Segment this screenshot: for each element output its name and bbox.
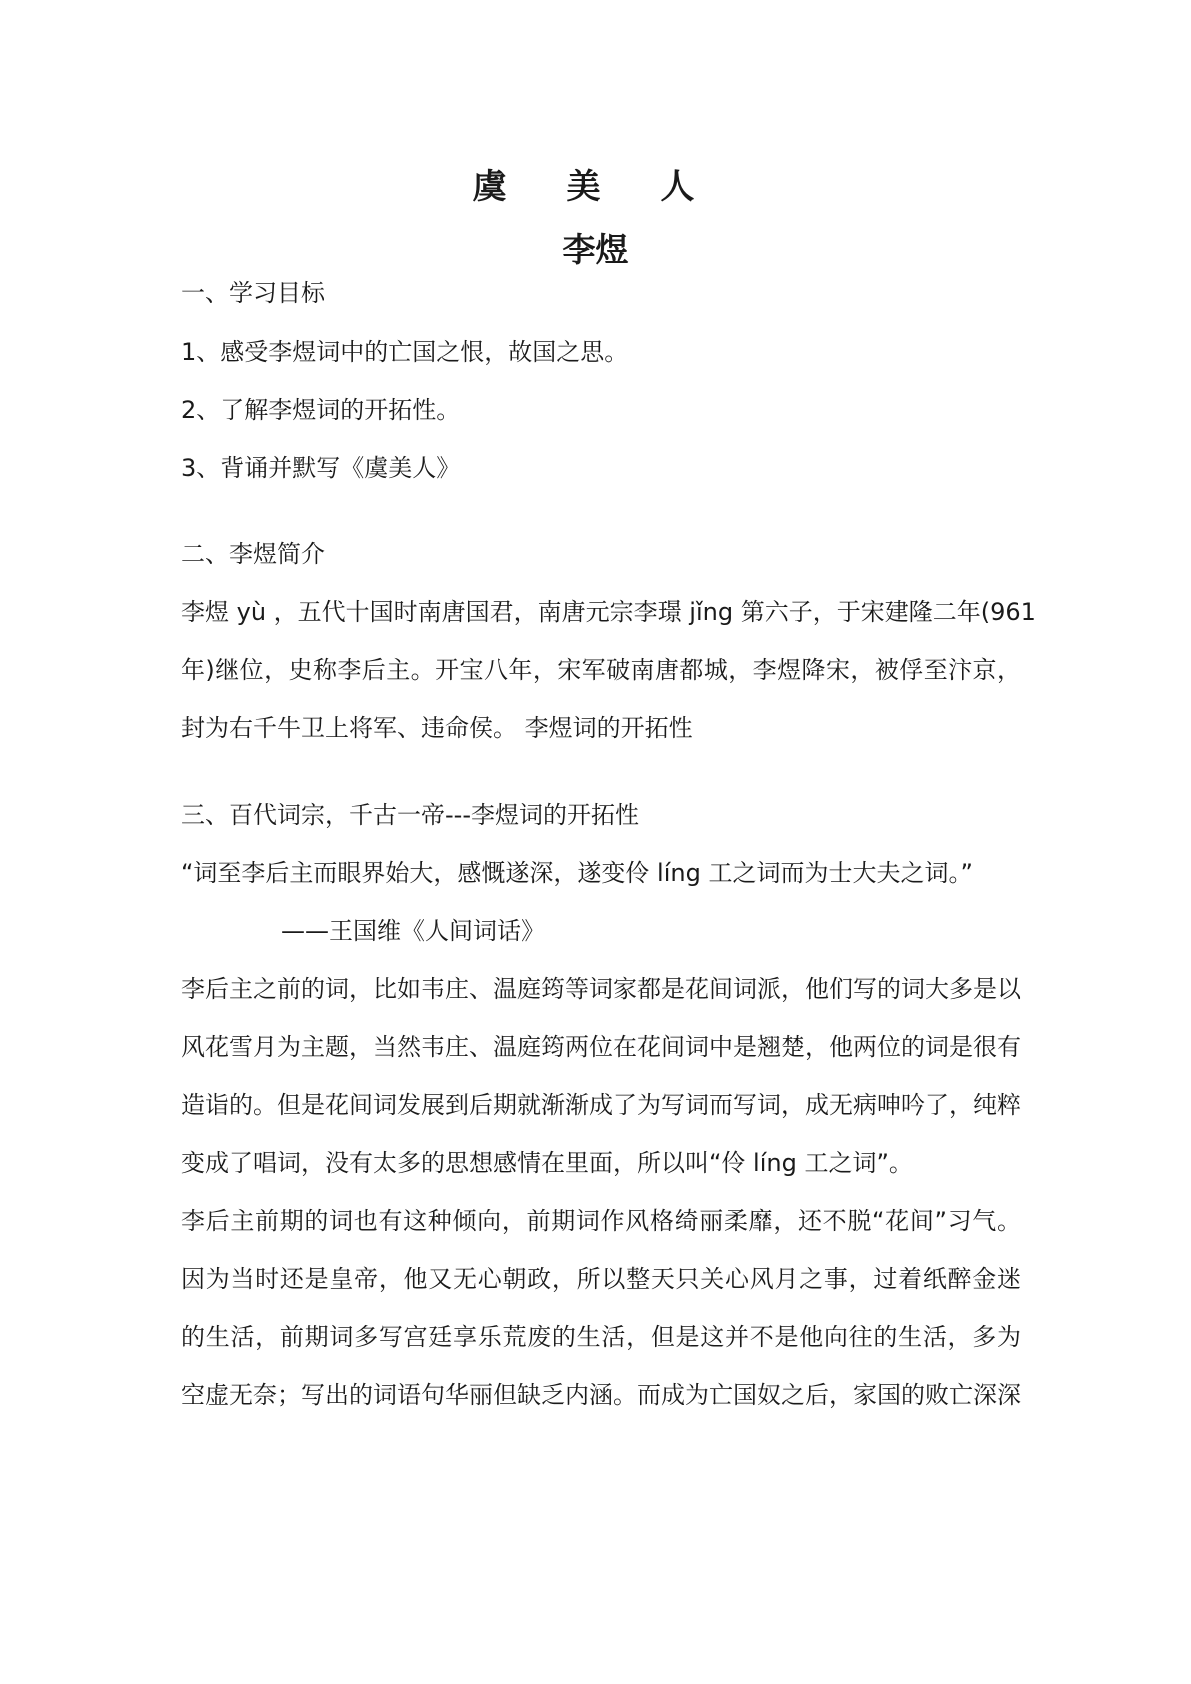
- para2-line-3: 的生活，前期词多写宫廷享乐荒废的生活，但是这并不是他向往的生活，多为: [181, 1323, 1021, 1351]
- objective-item-1: 1、感受李煜词中的亡国之恨，故国之思。: [181, 338, 629, 366]
- quote-source: ——王国维《人间词话》: [281, 917, 545, 945]
- para1-line-1: 李后主之前的词，比如韦庄、温庭筠等词家都是花间词派，他们写的词大多是以: [181, 975, 1021, 1003]
- bio-line-2: 年)继位，史称李后主。开宝八年，宋军破南唐都城，李煜降宋，被俘至汴京，: [181, 656, 1021, 684]
- para2-line-1: 李后主前期的词也有这种倾向，前期词作风格绮丽柔靡，还不脱“花间”习气。: [181, 1207, 1021, 1235]
- para1-line-3: 造诣的。但是花间词发展到后期就渐渐成了为写词而写词，成无病呻吟了，纯粹: [181, 1091, 1021, 1119]
- para2-line-4: 空虚无奈；写出的词语句华丽但缺乏内涵。而成为亡国奴之后，家国的败亡深深: [181, 1381, 1021, 1409]
- objective-item-2: 2、了解李煜词的开拓性。: [181, 396, 461, 424]
- section3-heading: 三、百代词宗，千古一帝---李煜词的开拓性: [181, 801, 639, 829]
- para2-line-2: 因为当时还是皇帝，他又无心朝政，所以整天只关心风月之事，过着纸醉金迷: [181, 1265, 1021, 1293]
- section1-heading: 一、学习目标: [181, 279, 325, 307]
- objective-item-3: 3、背诵并默写《虞美人》: [181, 454, 461, 482]
- bio-line-3: 封为右千牛卫上将军、违命侯。 李煜词的开拓性: [181, 714, 693, 742]
- poem-author: 李煜: [562, 230, 629, 269]
- quote-text: “词至李后主而眼界始大，感慨遂深，遂变伶 líng 工之词而为士大夫之词。”: [181, 859, 973, 887]
- para1-line-2: 风花雪月为主题，当然韦庄、温庭筠两位在花间词中是翘楚，他两位的词是很有: [181, 1033, 1021, 1061]
- para1-line-4: 变成了唱词，没有太多的思想感情在里面，所以叫“伶 líng 工之词”。: [181, 1149, 913, 1177]
- section2-heading: 二、李煜简介: [181, 540, 325, 568]
- bio-line-1: 李煜 yù ，五代十国时南唐国君，南唐元宗李璟 jǐng 第六子，于宋建隆二年(961: [181, 598, 1036, 626]
- poem-title: 虞 美 人: [472, 167, 719, 207]
